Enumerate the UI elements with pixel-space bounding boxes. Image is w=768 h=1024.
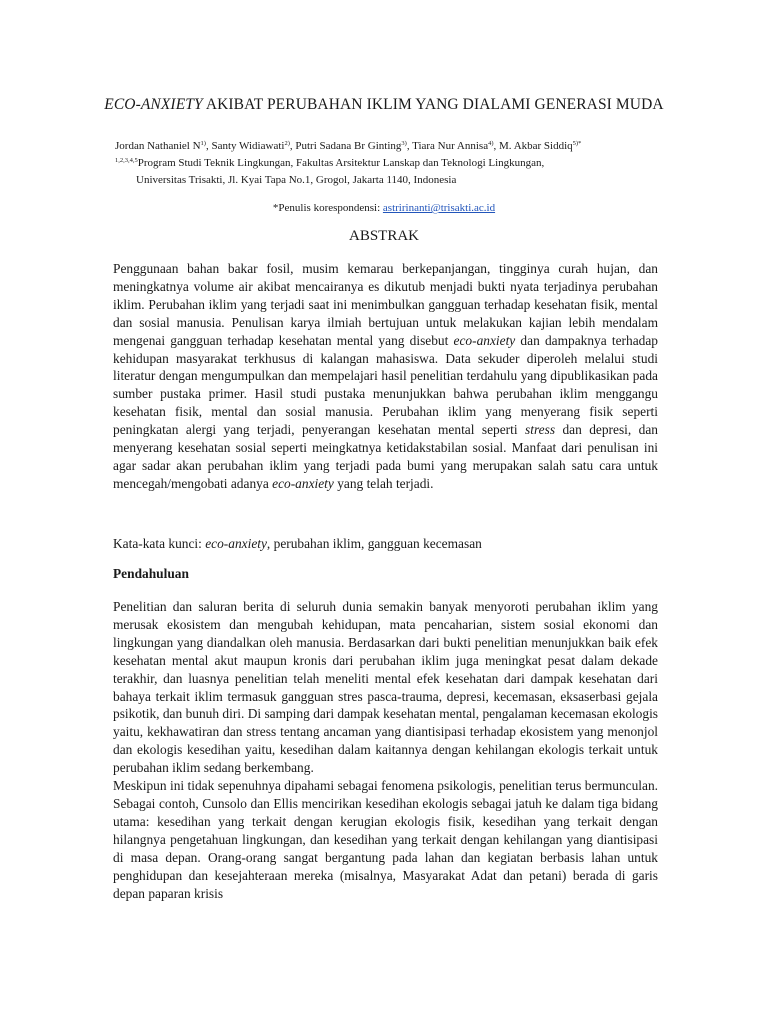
abstract-text-segment: Penggunaan bahan bakar fosil, musim kemarau berkepanjangan, tingginya curah hujan, dan meningkatnya volume air akibat mencairanya es dikutub menjadi bukti nyata terjadinya perubahan iklim. Perubahan iklim yang terjadi saat ini menimbulkan gangguan terhadap kesehatan fisik, mental dan sosial manusia. Penulisan karya ilmiah bertujuan untuk melakukan kajian lebih mendalam mengenai gangguan terhadap kesehatan mental yang disebut [113,261,658,348]
author-name: , M. Akbar Siddiq [493,140,573,152]
abstract-italic-term: stress [525,422,556,438]
affiliation-superscript: 1,2,3,4,5 [115,157,138,164]
abstract-text-segment: dan dampaknya terhadap kehidupan masyarakat terkhusus di kalangan mahasiswa. Data sekuder diperoleh melalui studi literatur dengan mengumpulkan dan mempelajari hasil penelitian terdahulu yang dipublikasikan pada sumber pustaka primer. Hasil studi pustaka menunjukkan bahwa perubahan iklim menggangu kesehatan fisik, mental dan sosial manusia. Perubahan iklim yang menyerang fisik seperti peningkatan alergi yang terjadi, penyerangan kesehatan mental seperti [113,332,658,438]
title-italic: ECO-ANXIETY [104,96,203,113]
introduction-heading: Pendahuluan [113,566,189,581]
abstract-heading: ABSTRAK [348,228,419,244]
introduction-paragraph-1: Penelitian dan saluran berita di seluruh dunia semakin banyak menyoroti perubahan iklim yang merusak ekosistem dan mengubah kehidupan, mata pencaharian, sistem sosial ekonomi dan lingkungan yang diandalkan oleh manusia. Berdasarkan dari bukti penelitian menunjukkan baik efek kesehatan mental akut maupun kronis dari perubahan iklim juga meningkat pesat dalam dekade terakhir, dan luasnya penelitian telah meneliti mental efek kesehatan dari dampak kesehatan dari bahaya terkait iklim termasuk gangguan stres pasca-trauma, depresi, kecemasan, eksaserbasi gejala psikotik, dan bunuh diri. Di samping dari dampak kesehatan mental, pengalaman kecemasan ekologis yaitu, kekhawatiran dan stress tentang ancaman yang diantisipasi terhadap ekosistem yang menonjol dan ekologis kesedihan yaitu, kesedihan dalam kaitannya dengan kehilangan ekologis terkait untuk perubahan iklim sedang berkembang. [113,599,658,776]
affiliation-line-2: Universitas Trisakti, Jl. Kyai Tapa No.1, Grogol, Jakarta 1140, Indonesia [136,174,457,186]
author-superscript: 3) [401,140,407,147]
author-block [115,138,675,189]
correspondence-line [0,202,768,214]
author-superscript: 5)* [572,140,582,147]
title-rest: AKIBAT PERUBAHAN IKLIM YANG DIALAMI GENERASI MUDA [202,96,664,113]
abstract-paragraph [113,260,658,493]
correspondence-email-link[interactable]: astririnanti@trisakti.ac.id [382,202,496,214]
abstract-italic-term: eco-anxiety [272,475,334,491]
author-superscript: 2) [284,140,290,147]
keywords-line [113,536,658,552]
introduction-paragraph-2: Meskipun ini tidak sepenuhnya dipahami sebagai fenomena psikologis, penelitian terus bermunculan. Sebagai contoh, Cunsolo dan Ellis mencirikan kesedihan ekologis sebagai jatuh ke dalam tiga bidang utama: kesedihan yang terkait dengan kerugian ekologis fisik, kesedihan yang terkait dengan hilangnya pengetahuan lingkungan, dan kesedihan yang terkait dengan kehilangan yang diantisipasi di masa depan. Orang-orang sangat bergantung pada lahan dan kegiatan berbasis lahan untuk penghidupan dan kesejahteraan mereka (misalnya, Masyarakat Adat dan petani) berada di garis depan paparan krisis [113,778,658,901]
abstract-italic-term: eco-anxiety [453,332,516,348]
author-name: , Santy Widiawati [205,140,285,152]
paper-title [90,95,678,115]
abstract-text-segment: yang telah terjadi. [333,475,434,491]
author-name: , Tiara Nur Annisa [406,140,489,152]
author-superscript: 1) [200,140,206,147]
author-superscript: 4) [488,140,494,147]
introduction-body [113,598,658,902]
abstract-text-segment: dan depresi, dan menyerang kesehatan sosial seperti meingkatnya ketidakstabilan sosial. Manfaat dari penulisan ini agar sadar akan perubahan iklim yang terjadi pada bumi yang merupakan salah satu cara untuk mencegah/mengobati adanya [113,422,658,491]
author-name: Jordan Nathaniel N [115,140,201,152]
keywords-rest: , perubahan iklim, gangguan kecemasan [266,536,482,551]
keyword-italic: eco-anxiety [205,536,267,551]
author-name: , Putri Sadana Br Ginting [289,140,402,152]
keywords-label: Kata-kata kunci: [113,536,206,551]
affiliation-line-1: $^{1,2,3,4,5}$Program Studi Teknik Lingkungan, Fakultas Arsitektur Lanskap dan Teknologi Lingkungan, [115,157,545,169]
author-list [115,138,675,155]
correspondence-label: *Penulis korespondensi: [272,202,381,214]
